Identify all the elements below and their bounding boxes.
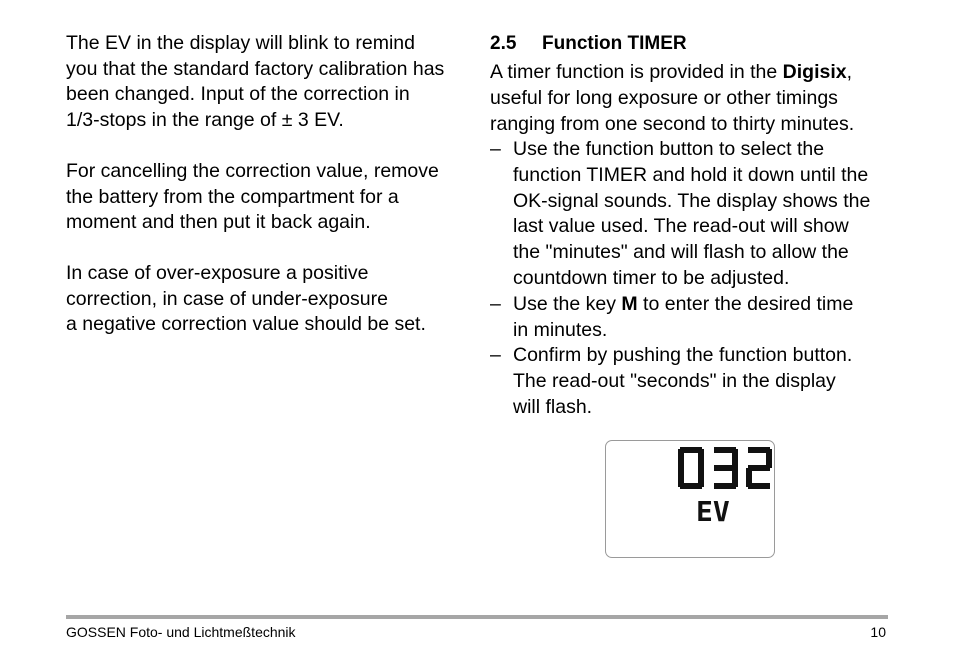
product-name: Digisix: [782, 61, 847, 83]
list-item: – Use the function button to select the function TIMER and hold it down until the OK-signal sounds. The display shows the last value used. The read-out will show the "minutes" and will flash to allow the countdown timer to be adjusted.: [490, 138, 871, 289]
section-number: 2.5: [490, 33, 517, 54]
lcd-unit-label: EV: [696, 495, 730, 528]
footer-publisher: GOSSEN Foto- und Lichtmeßtechnik: [66, 624, 296, 640]
right-column: [490, 31, 900, 421]
lcd-segment-b: [732, 449, 738, 468]
paragraph-exposure: In case of over-exposure a positive correction, in case of under-exposure a negative correction value should be set.: [66, 261, 426, 336]
lcd-segment-b: [698, 449, 704, 468]
lcd-display: [605, 440, 775, 558]
list-item: – Use the key M to enter the desired time in minutes.: [490, 292, 854, 341]
paragraph-cancel: For cancelling the correction value, remove the battery from the compartment for a moment and then put it back again.: [66, 159, 439, 234]
lcd-segment-e: [678, 468, 684, 487]
list-item: – Confirm by pushing the function button. The read-out "seconds" in the display will flash.: [490, 344, 853, 418]
lcd-segments: [606, 441, 774, 557]
lcd-segment-b: [766, 449, 772, 468]
section-title: Function TIMER: [542, 33, 687, 54]
lcd-segment-c: [732, 468, 738, 487]
page-number: 10: [870, 624, 886, 640]
footer-divider: [66, 615, 888, 619]
key-m: M: [621, 292, 638, 315]
lcd-segment-e: [746, 468, 752, 487]
left-column: [66, 31, 466, 363]
paragraph-calibration: The EV in the display will blink to remind you that the standard factory calibration has been changed. Input of the correction in 1/3-stops in the range of ± 3 EV.: [66, 32, 445, 132]
lcd-segment-c: [698, 468, 704, 487]
instruction-list: [490, 137, 900, 421]
section-heading: [490, 31, 900, 56]
intro-paragraph: A timer function is provided in the Digisix, useful for long exposure or other timings ranging from one second to thirty minutes.: [490, 61, 855, 135]
lcd-segment-f: [678, 449, 684, 468]
